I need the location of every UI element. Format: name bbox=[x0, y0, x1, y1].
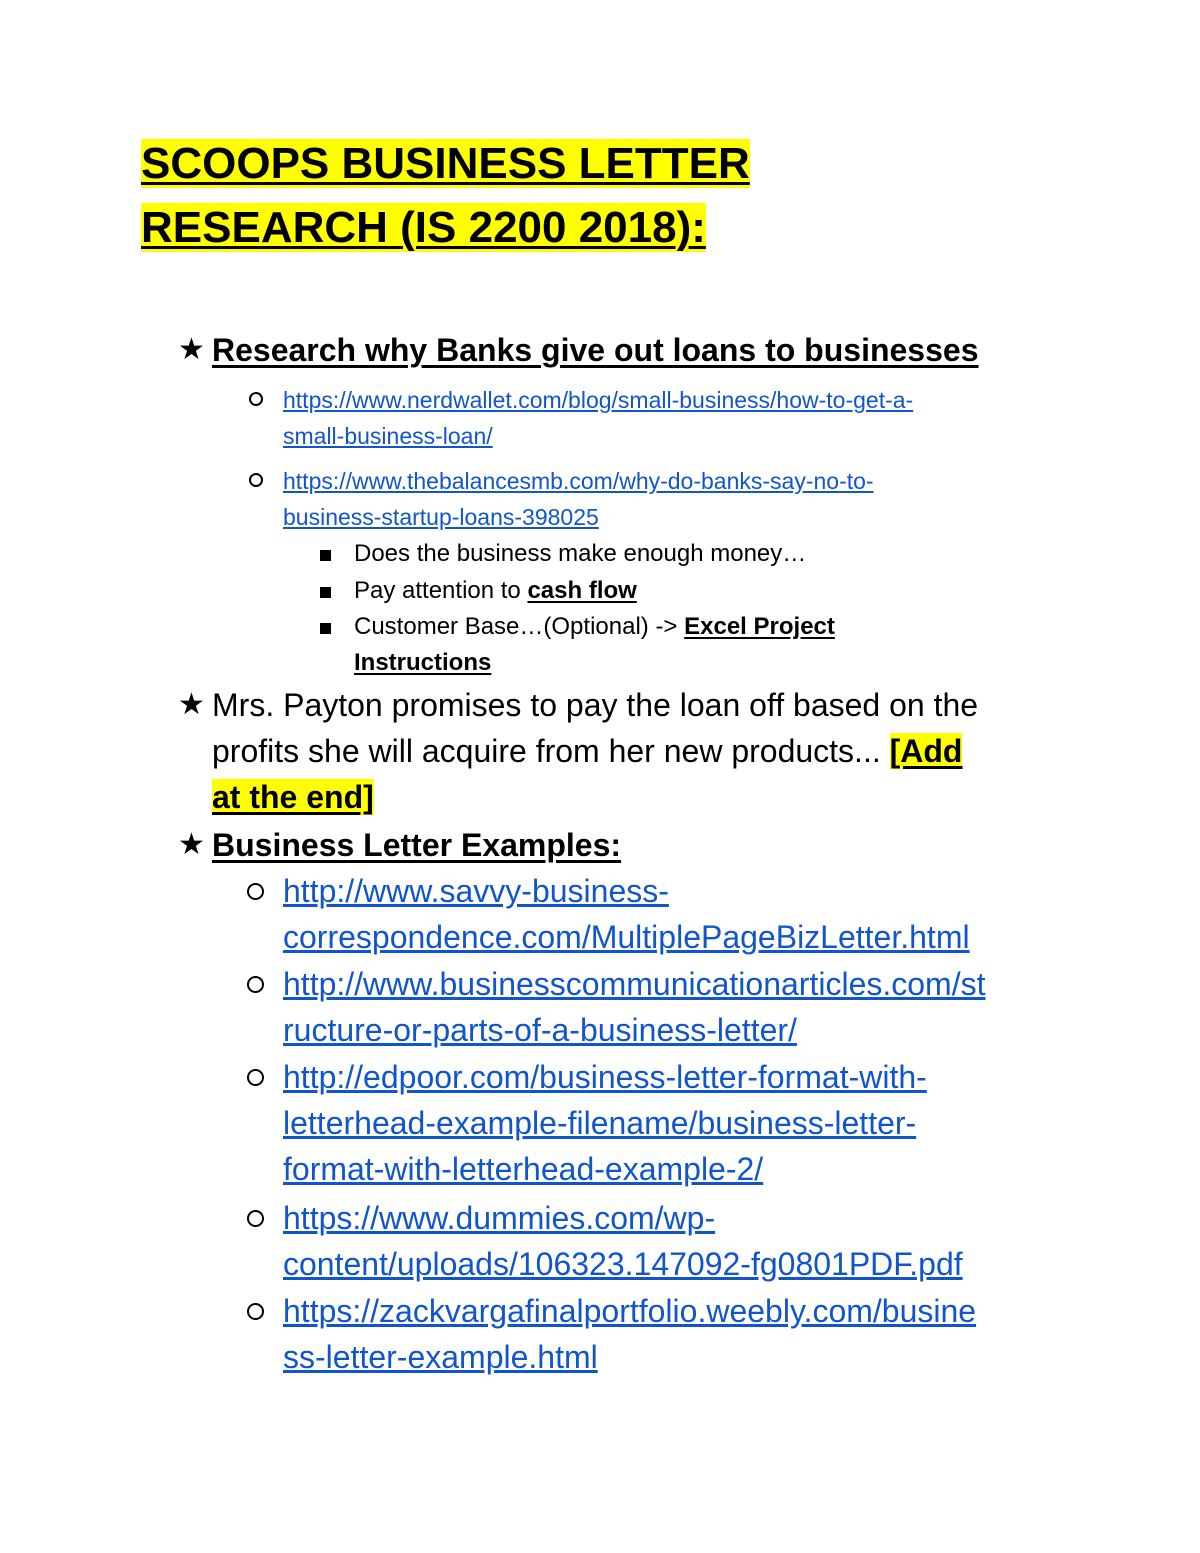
link-thebalancesmb[interactable]: https://www.thebalancesmb.com/why-do-banks-say-no-to- bbox=[283, 468, 874, 494]
link-edpoor-cont[interactable]: letterhead-example-filename/business-letter- bbox=[283, 1105, 917, 1141]
circle-bullet-icon bbox=[247, 883, 264, 900]
instructions-emphasis: Instructions bbox=[354, 649, 492, 676]
point-customer-base-cont bbox=[354, 645, 491, 681]
link-dummies[interactable]: https://www.dummies.com/wp- bbox=[283, 1200, 716, 1236]
link-businesscommunication-cont[interactable]: ructure-or-parts-of-a-business-letter/ bbox=[283, 1012, 797, 1048]
square-bullet-icon bbox=[320, 587, 331, 598]
circle-bullet-icon bbox=[249, 392, 263, 406]
document-title bbox=[141, 140, 901, 268]
cash-flow-emphasis: cash flow bbox=[527, 577, 637, 604]
point-enough-money: Does the business make enough money… bbox=[354, 540, 807, 567]
square-bullet-icon bbox=[320, 550, 331, 561]
link-businesscommunication[interactable]: http://www.businesscommunicationarticles.com/st bbox=[283, 966, 986, 1002]
circle-bullet-icon bbox=[247, 976, 264, 993]
circle-bullet-icon bbox=[247, 1210, 264, 1227]
add-at-end-note-cont: at the end] bbox=[212, 779, 374, 815]
excel-project-emphasis: Excel Project bbox=[684, 613, 835, 640]
add-at-end-note: [Add bbox=[889, 733, 963, 769]
square-bullet-icon bbox=[320, 623, 331, 634]
link-edpoor[interactable]: http://edpoor.com/business-letter-format-with- bbox=[283, 1059, 927, 1095]
link-savvy-business-cont[interactable]: correspondence.com/MultiplePageBizLetter.html bbox=[283, 919, 970, 955]
link-edpoor-cont2[interactable]: format-with-letterhead-example-2/ bbox=[283, 1151, 764, 1187]
title-line-1: SCOOPS BUSINESS LETTER bbox=[141, 139, 750, 188]
point-customer-base: Customer Base…(Optional) -> Excel Project bbox=[354, 613, 835, 640]
link-zackvarga-cont[interactable]: ss-letter-example.html bbox=[283, 1339, 598, 1375]
star-bullet-icon: ★ bbox=[178, 333, 205, 366]
star-bullet-icon: ★ bbox=[178, 828, 205, 861]
section-heading-examples: Business Letter Examples: bbox=[212, 827, 622, 863]
title-line-2: RESEARCH (IS 2200 2018): bbox=[141, 203, 706, 252]
circle-bullet-icon bbox=[247, 1303, 264, 1320]
link-thebalancesmb-cont[interactable]: business-startup-loans-398025 bbox=[283, 504, 599, 530]
link-zackvarga[interactable]: https://zackvargafinalportfolio.weebly.com/busine bbox=[283, 1293, 977, 1329]
link-nerdwallet[interactable]: https://www.nerdwallet.com/blog/small-business/how-to-get-a- bbox=[283, 387, 914, 413]
section-heading-loans: Research why Banks give out loans to businesses bbox=[212, 332, 979, 368]
circle-bullet-icon bbox=[249, 473, 263, 487]
link-savvy-business[interactable]: http://www.savvy-business- bbox=[283, 873, 669, 909]
payton-note: Mrs. Payton promises to pay the loan off based on the profits she will acquire from her new products... [Add at the end] bbox=[212, 687, 979, 815]
circle-bullet-icon bbox=[247, 1069, 264, 1086]
link-dummies-cont[interactable]: content/uploads/106323.147092-fg0801PDF.pdf bbox=[283, 1246, 963, 1282]
point-cash-flow: Pay attention to cash flow bbox=[354, 577, 637, 604]
link-nerdwallet-cont[interactable]: small-business-loan/ bbox=[283, 423, 493, 449]
star-bullet-icon: ★ bbox=[178, 688, 205, 721]
